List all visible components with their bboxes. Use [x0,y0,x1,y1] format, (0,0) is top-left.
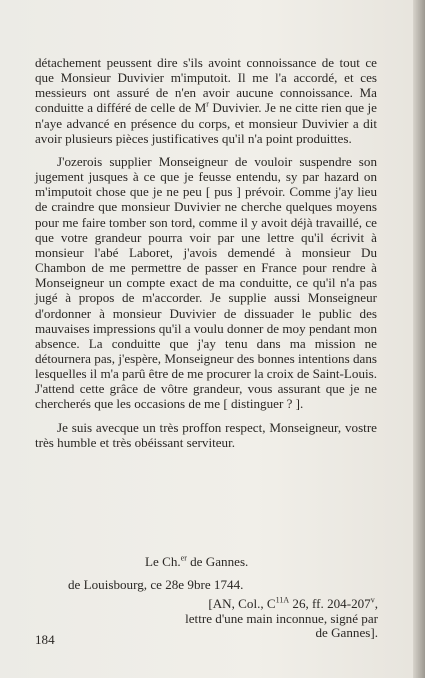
paragraph: Je suis avecque un très proffon respect, Monseigneur, vostre très humble et très obéissant serviteur. [35,419,377,450]
paragraph: J'ozerois supplier Monseigneur de vouloir suspendre son jugement jusques à ce que je feusse entendu, sy par hazard on m'imputoit chose que je ne peu [ pus ] prévoir. Comme j'ay lieu de craindre que monsieur Duvivier ne cherche quelques moyens pour me faire tomber son tord, comme il y avoit déjà travaillé, ce que votre grandeur pourra voir par une lettre qu'il écrivit à monsieur l'abé Laboret, j'avois demendé à monsieur Du Chambon de me permettre de passer en France pour rendre à Monseigneur un compte exact de ma conduitte, ce qu'il n'a pas jugé à propos de m'accorder. Je supplie aussi Monseigneur d'ordonner à monsieur Duvivier de dissuader le public des mauvaises impressions qu'il a voulu donner de moy pendant mon absence. La conduitte que j'ay tenu dans ma mission ne détournera pas, j'espère, Monseigneur des bonnes intentions dans lesquelles il m'a parû être de me procurer la croix de Saint-Louis. J'attend cette grâce de vôtre grandeur, vous assurant que je ne chercherés que les occasions de me [ distinguer ? ]. [35,153,377,412]
signature: Le Ch.$^{er}$ de Gannes. [145,553,249,569]
paragraph: détachement peussent dire s'ils avoint connoissance de tout ce que Monsieur Duvivier m'imputoit. Il me l'a accordé, et ces messieurs ont assuré de n'en avoir aucune connoissance. Ma conduitte a différé de celle de $M^r$ Duvivier. Je ne citte rien que je n'aye advancé en présence du corps, et monsieur Duvivier a dit avoir plusieurs pièces justificatives qu'il n'a point produittes. [35,55,377,146]
book-gutter [413,0,425,678]
archival-reference: [AN, Col., $C^{11A}$ 26, ff. 204-207$^v$, lettre d'une main inconnue, signé par de Gannes]. [185,595,378,641]
place-date: de Louisbourg, ce 28e 9bre 1744. [68,577,244,592]
body-text [35,55,377,450]
page-number: 184 [35,632,55,647]
